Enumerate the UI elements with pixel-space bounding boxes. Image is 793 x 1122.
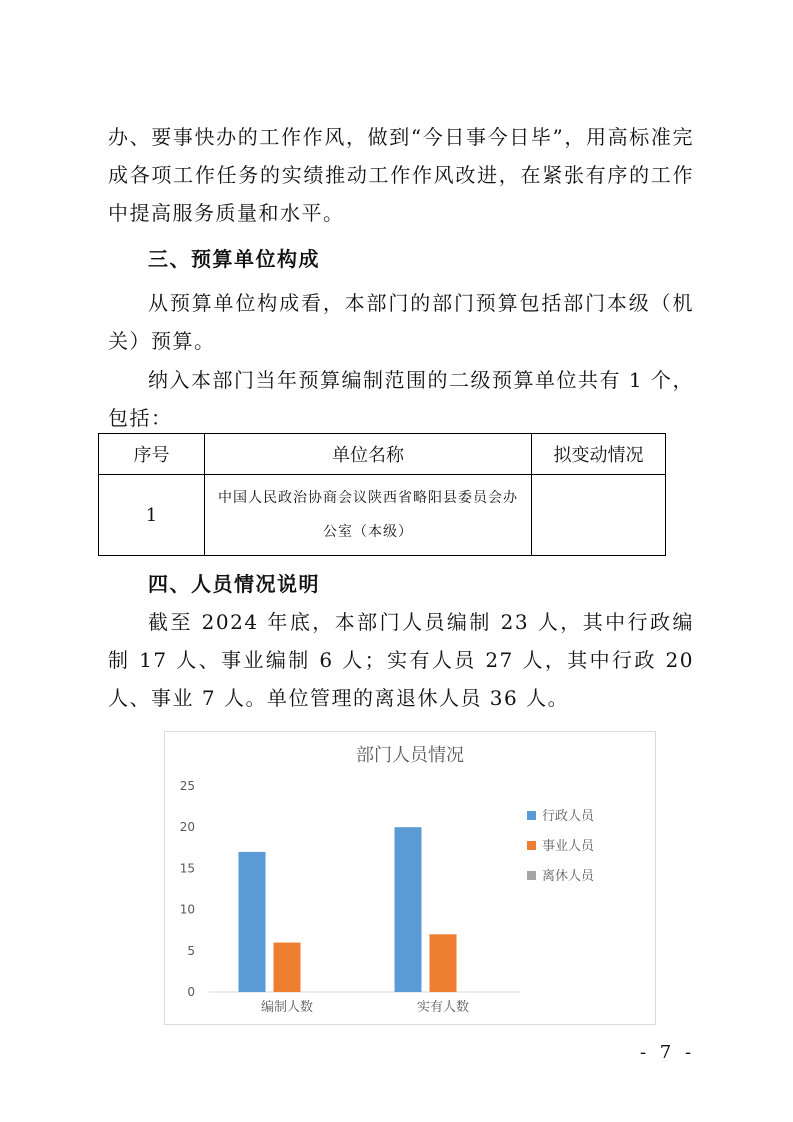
bar-0-1 [395, 827, 422, 992]
personnel-bar-chart [164, 731, 656, 1025]
legend-label: 离休人员 [542, 869, 595, 884]
table-header: 序号 [99, 434, 205, 475]
table-cell-unit-name: 中国人民政治协商会议陕西省略阳县委员会办公室（本级） [205, 475, 532, 556]
y-tick-label: 10 [179, 902, 195, 917]
body-paragraph: 从预算单位构成看，本部门的部门预算包括部门本级（机关）预算。 [108, 291, 694, 353]
table-header: 单位名称 [205, 434, 532, 475]
bar-1-0 [274, 943, 301, 992]
table-header-row [99, 434, 666, 475]
y-tick-label: 25 [179, 779, 195, 793]
body-paragraph: 截至 2024 年底，本部门人员编制 23 人，其中行政编制 17 人、事业编制 6 人；实有人员 27 人，其中行政 20 人、事业 7 人。单位管理的离退休人员 36 人。 [108, 610, 694, 710]
legend-swatch [527, 841, 536, 850]
chart-svg [165, 732, 655, 1024]
page-number: - 7 - [640, 1042, 696, 1063]
y-tick-label: 15 [179, 861, 195, 876]
legend-swatch [527, 871, 536, 880]
bar-1-1 [430, 934, 457, 992]
x-tick-label: 编制人数 [260, 1000, 314, 1015]
table-row [99, 475, 666, 556]
body-paragraph: 办、要事快办的工作作风，做到“今日事今日毕”，用高标准完成各项工作任务的实绩推动工作作风改进，在紧张有序的工作中提高服务质量和水平。 [108, 125, 694, 225]
legend-swatch [527, 811, 536, 820]
chart-title: 部门人员情况 [356, 745, 464, 766]
table-cell-index: 1 [99, 475, 205, 556]
y-tick-label: 5 [187, 943, 195, 958]
x-tick-label: 实有人数 [416, 1000, 470, 1015]
y-tick-label: 0 [187, 985, 195, 999]
section-heading-budget-units: 三、预算单位构成 [148, 247, 320, 271]
budget-units-table [98, 433, 666, 556]
legend-label: 事业人员 [542, 839, 595, 854]
section-heading-personnel: 四、人员情况说明 [148, 572, 320, 596]
table-cell-change [532, 475, 666, 556]
bar-0-0 [239, 852, 266, 992]
body-paragraph: 纳入本部门当年预算编制范围的二级预算单位共有 1 个，包括： [108, 368, 694, 430]
y-tick-label: 20 [179, 820, 195, 835]
legend-label: 行政人员 [542, 809, 595, 824]
table-header: 拟变动情况 [532, 434, 666, 475]
